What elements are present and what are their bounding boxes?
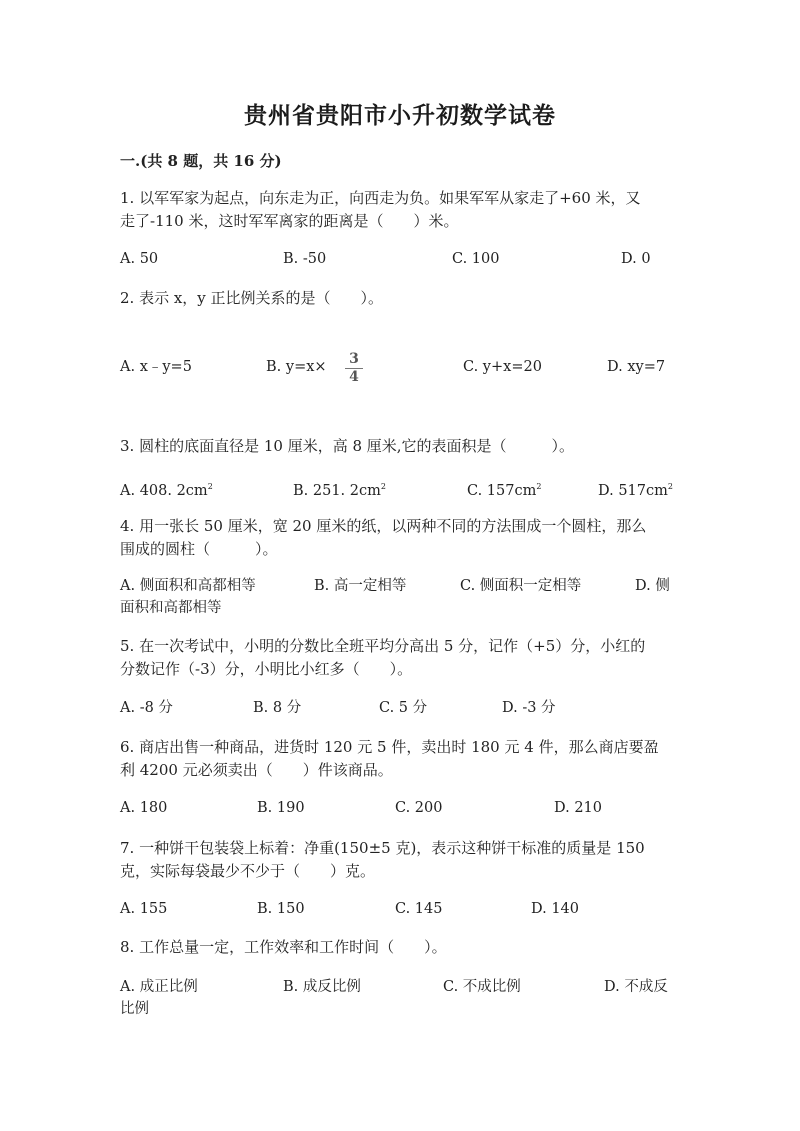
q3-option-c-text: C. 157cm <box>467 482 537 499</box>
q1-option-b: B. -50 <box>283 251 327 267</box>
q7-option-d: D. 140 <box>531 901 580 917</box>
q5-option-b: B. 8 分 <box>253 700 302 716</box>
q3-option-d-text: D. 517cm <box>598 482 668 499</box>
q6-option-c: C. 200 <box>395 800 443 816</box>
q3-option-b-exponent: 2 <box>380 482 386 491</box>
q3-option-d-exponent: 2 <box>667 482 673 491</box>
question-7-line-1: 7. 一种饼干包装袋上标着：净重(150±5 克)，表示这种饼干标准的质量是 150 <box>120 839 645 857</box>
question-5-line-2: 分数记作（-3）分，小明比小红多（ ）。 <box>120 660 413 678</box>
q8-option-c: C. 不成比例 <box>443 979 521 995</box>
question-3-line-1: 3. 圆柱的底面直径是 10 厘米，高 8 厘米,它的表面积是（ ）。 <box>120 437 575 455</box>
q5-option-d: D. -3 分 <box>502 700 556 716</box>
q3-option-a <box>120 476 213 502</box>
question-3 <box>120 435 675 458</box>
q3-option-c-exponent: 2 <box>536 482 542 491</box>
q4-option-b: B. 高一定相等 <box>314 578 407 594</box>
q6-option-a: A. 180 <box>120 800 168 816</box>
q2-option-b: B. y=x× <box>266 359 327 375</box>
question-5-line-1: 5. 在一次考试中，小明的分数比全班平均分高出 5 分，记作（+5）分，小红的 <box>120 637 646 655</box>
question-6 <box>120 736 675 782</box>
question-5 <box>120 635 675 681</box>
question-1-line-1: 1. 以军军家为起点，向东走为正，向西走为负。如果军军从家走了+60 米，又 <box>120 189 641 207</box>
q4-option-a: A. 侧面积和高都相等 <box>120 578 256 594</box>
q3-option-a-exponent: 2 <box>207 482 213 491</box>
q3-option-b-text: B. 251. 2cm <box>293 482 381 499</box>
question-4-line-2: 围成的圆柱（ ）。 <box>120 540 278 558</box>
section-heading: 一.(共 8 题，共 16 分) <box>120 152 282 170</box>
q1-option-a: A. 50 <box>120 251 159 267</box>
q8-option-b: B. 成反比例 <box>283 979 361 995</box>
question-4-line-1: 4. 用一张长 50 厘米，宽 20 厘米的纸，以两种不同的方法围成一个圆柱，那么 <box>120 517 647 535</box>
fraction-denominator: 4 <box>349 369 359 385</box>
question-7 <box>120 837 675 883</box>
page-title: 贵州省贵阳市小升初数学试卷 <box>244 102 556 129</box>
question-4 <box>120 515 675 561</box>
q2-option-a: A. x﹣y=5 <box>120 359 192 375</box>
q7-option-a: A. 155 <box>120 901 168 917</box>
q2-option-d: D. xy=7 <box>607 359 666 375</box>
fraction-numerator: 3 <box>349 351 359 367</box>
q7-option-b: B. 150 <box>257 901 305 917</box>
q4-option-c: C. 侧面积一定相等 <box>460 578 582 594</box>
question-6-line-1: 6. 商店出售一种商品，进货时 120 元 5 件，卖出时 180 元 4 件，那么商店要盈 <box>120 738 659 756</box>
question-8-line-1: 8. 工作总量一定，工作效率和工作时间（ ）。 <box>120 938 447 956</box>
q7-option-c: C. 145 <box>395 901 443 917</box>
q4-option-d-continued: 面积和高都相等 <box>120 600 222 616</box>
fraction-three-quarters <box>343 352 365 385</box>
question-2 <box>120 287 675 310</box>
q8-option-a: A. 成正比例 <box>120 979 198 995</box>
q3-option-d <box>598 476 673 502</box>
q3-option-c <box>467 476 541 502</box>
q6-option-b: B. 190 <box>257 800 305 816</box>
question-6-line-2: 利 4200 元必须卖出（ ）件该商品。 <box>120 761 393 779</box>
question-1 <box>120 187 675 233</box>
question-8 <box>120 936 675 959</box>
question-7-line-2: 克，实际每袋最少不少于（ ）克。 <box>120 862 376 880</box>
q3-option-a-text: A. 408. 2cm <box>120 482 208 499</box>
q8-option-d-continued: 比例 <box>120 1001 149 1017</box>
q5-option-a: A. -8 分 <box>120 700 173 716</box>
q2-option-c: C. y+x=20 <box>463 359 542 375</box>
q4-option-d: D. 侧 <box>635 578 670 594</box>
q1-option-c: C. 100 <box>452 251 500 267</box>
q6-option-d: D. 210 <box>554 800 603 816</box>
question-1-line-2: 走了-110 米，这时军军离家的距离是（ ）米。 <box>120 212 459 230</box>
q3-option-b <box>293 476 386 502</box>
q1-option-d: D. 0 <box>621 251 651 267</box>
question-2-line-1: 2. 表示 x，y 正比例关系的是（ ）。 <box>120 289 384 307</box>
q8-option-d: D. 不成反 <box>604 979 668 995</box>
q5-option-c: C. 5 分 <box>379 700 428 716</box>
